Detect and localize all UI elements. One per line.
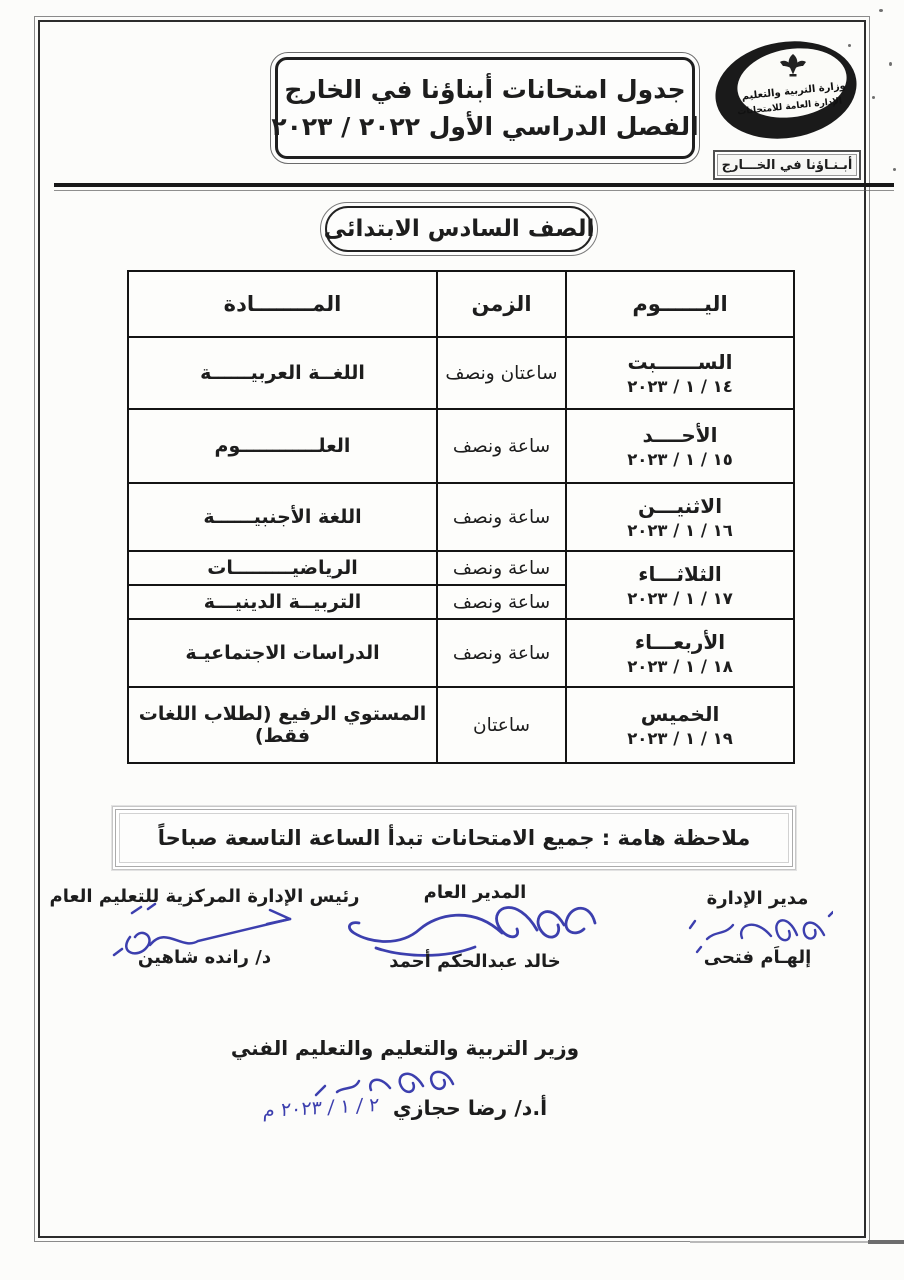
signature-block-general-director bbox=[325, 882, 625, 972]
subject-cell: اللغــة العربيــــــة bbox=[128, 337, 437, 409]
scan-speck bbox=[848, 44, 851, 47]
table-header-row bbox=[128, 271, 794, 337]
signature-name: خالد عبدالحكم أحمد bbox=[389, 951, 561, 972]
important-note-box bbox=[112, 806, 796, 870]
day-name: الخميس bbox=[640, 701, 720, 726]
day-name: الأربعـــاء bbox=[634, 629, 726, 654]
day-cell bbox=[566, 687, 794, 763]
signature-block-admin-director bbox=[645, 888, 870, 968]
subject-cell: اللغة الأجنبيــــــة bbox=[128, 483, 437, 551]
signature-title: وزير التربية والتعليم والتعليم الفني bbox=[230, 1036, 580, 1060]
time-cell: ساعة ونصف bbox=[437, 585, 566, 619]
day-date: ١٥ / ١ / ٢٠٢٣ bbox=[627, 449, 733, 469]
logo-banner: أبـنـاؤنا في الخـــارج bbox=[713, 150, 861, 180]
subject-cell: الرياضيـــــــــات bbox=[128, 551, 437, 585]
day-name: الأحــــد bbox=[642, 422, 718, 447]
subject-cell: التربيــة الدينيـــة bbox=[128, 585, 437, 619]
day-cell bbox=[566, 409, 794, 483]
signature-block-minister bbox=[185, 1036, 625, 1123]
column-header-subject: المــــــــادة bbox=[128, 271, 437, 337]
header-separator-line bbox=[54, 183, 894, 187]
signature-title: رئيس الإدارة المركزية للتعليم العام bbox=[49, 886, 360, 907]
day-cell bbox=[566, 337, 794, 409]
signature-block-central-head bbox=[49, 886, 360, 968]
day-cell bbox=[566, 483, 794, 551]
scan-speck bbox=[872, 96, 875, 99]
signature-title: المدير العام bbox=[423, 882, 527, 903]
table-row-sunday bbox=[128, 409, 794, 483]
grade-title-pill bbox=[320, 202, 598, 256]
scan-speck bbox=[893, 168, 896, 171]
day-date: ١٩ / ١ / ٢٠٢٣ bbox=[627, 728, 733, 748]
day-name: الاثنيـــن bbox=[637, 493, 723, 518]
grade-title: الصف السادس الابتدائى bbox=[325, 206, 593, 252]
document-title-box bbox=[270, 52, 700, 164]
signature-title: مدير الإدارة bbox=[706, 888, 809, 909]
document-title-line2: الفصل الدراسي الأول ٢٠٢٢ / ٢٠٢٣ bbox=[271, 112, 699, 141]
time-cell: ساعتان bbox=[437, 687, 566, 763]
table-row-wednesday bbox=[128, 619, 794, 687]
column-header-day: اليــــــوم bbox=[566, 271, 794, 337]
subject-cell: المستوي الرفيع (لطلاب اللغات فقط) bbox=[128, 687, 437, 763]
important-note-text: ملاحظة هامة : جميع الامتحانات تبدأ الساعة التاسعة صباحاً bbox=[157, 826, 751, 850]
column-header-time: الزمن bbox=[437, 271, 566, 337]
time-cell: ساعتان ونصف bbox=[437, 337, 566, 409]
table-row-monday bbox=[128, 483, 794, 551]
document-title-line1: جدول امتحانات أبناؤنا في الخارج bbox=[284, 74, 686, 104]
scan-artifact-dark bbox=[868, 1240, 904, 1244]
time-cell: ساعة ونصف bbox=[437, 551, 566, 585]
table-row-thursday bbox=[128, 687, 794, 763]
day-name: الســــــبت bbox=[627, 349, 733, 374]
day-date: ١٧ / ١ / ٢٠٢٣ bbox=[627, 588, 733, 608]
table-row-tuesday-math bbox=[128, 551, 794, 585]
day-cell bbox=[566, 551, 794, 619]
time-cell: ساعة ونصف bbox=[437, 483, 566, 551]
logo-ministry-text1: وزارة التربية والتعليم bbox=[741, 80, 847, 103]
time-cell: ساعة ونصف bbox=[437, 409, 566, 483]
subject-cell: العلــــــــــــوم bbox=[128, 409, 437, 483]
ministry-logo-icon bbox=[710, 36, 862, 148]
signature-name: إلهـاَم فتحى bbox=[703, 947, 812, 968]
signature-name: د/ رانده شاهين bbox=[137, 947, 272, 968]
day-cell bbox=[566, 619, 794, 687]
day-name: الثلاثـــاء bbox=[638, 561, 722, 586]
day-date: ١٦ / ١ / ٢٠٢٣ bbox=[627, 520, 733, 540]
logo-ministry-text2: الإدارة العامة للامتحانات bbox=[736, 96, 843, 118]
time-cell: ساعة ونصف bbox=[437, 619, 566, 687]
table-row-saturday bbox=[128, 337, 794, 409]
day-date: ١٨ / ١ / ٢٠٢٣ bbox=[627, 656, 733, 676]
handwritten-date: ٢ / ١ / ٢٠٢٣ م bbox=[262, 1093, 380, 1123]
signature-name: أ.د/ رضا حجازي bbox=[392, 1096, 548, 1120]
header-separator-echo bbox=[54, 190, 894, 191]
exam-schedule-table bbox=[127, 270, 795, 764]
scan-speck bbox=[879, 9, 883, 12]
subject-cell: الدراسات الاجتماعيـة bbox=[128, 619, 437, 687]
scan-speck bbox=[889, 62, 892, 66]
day-date: ١٤ / ١ / ٢٠٢٣ bbox=[627, 376, 733, 396]
